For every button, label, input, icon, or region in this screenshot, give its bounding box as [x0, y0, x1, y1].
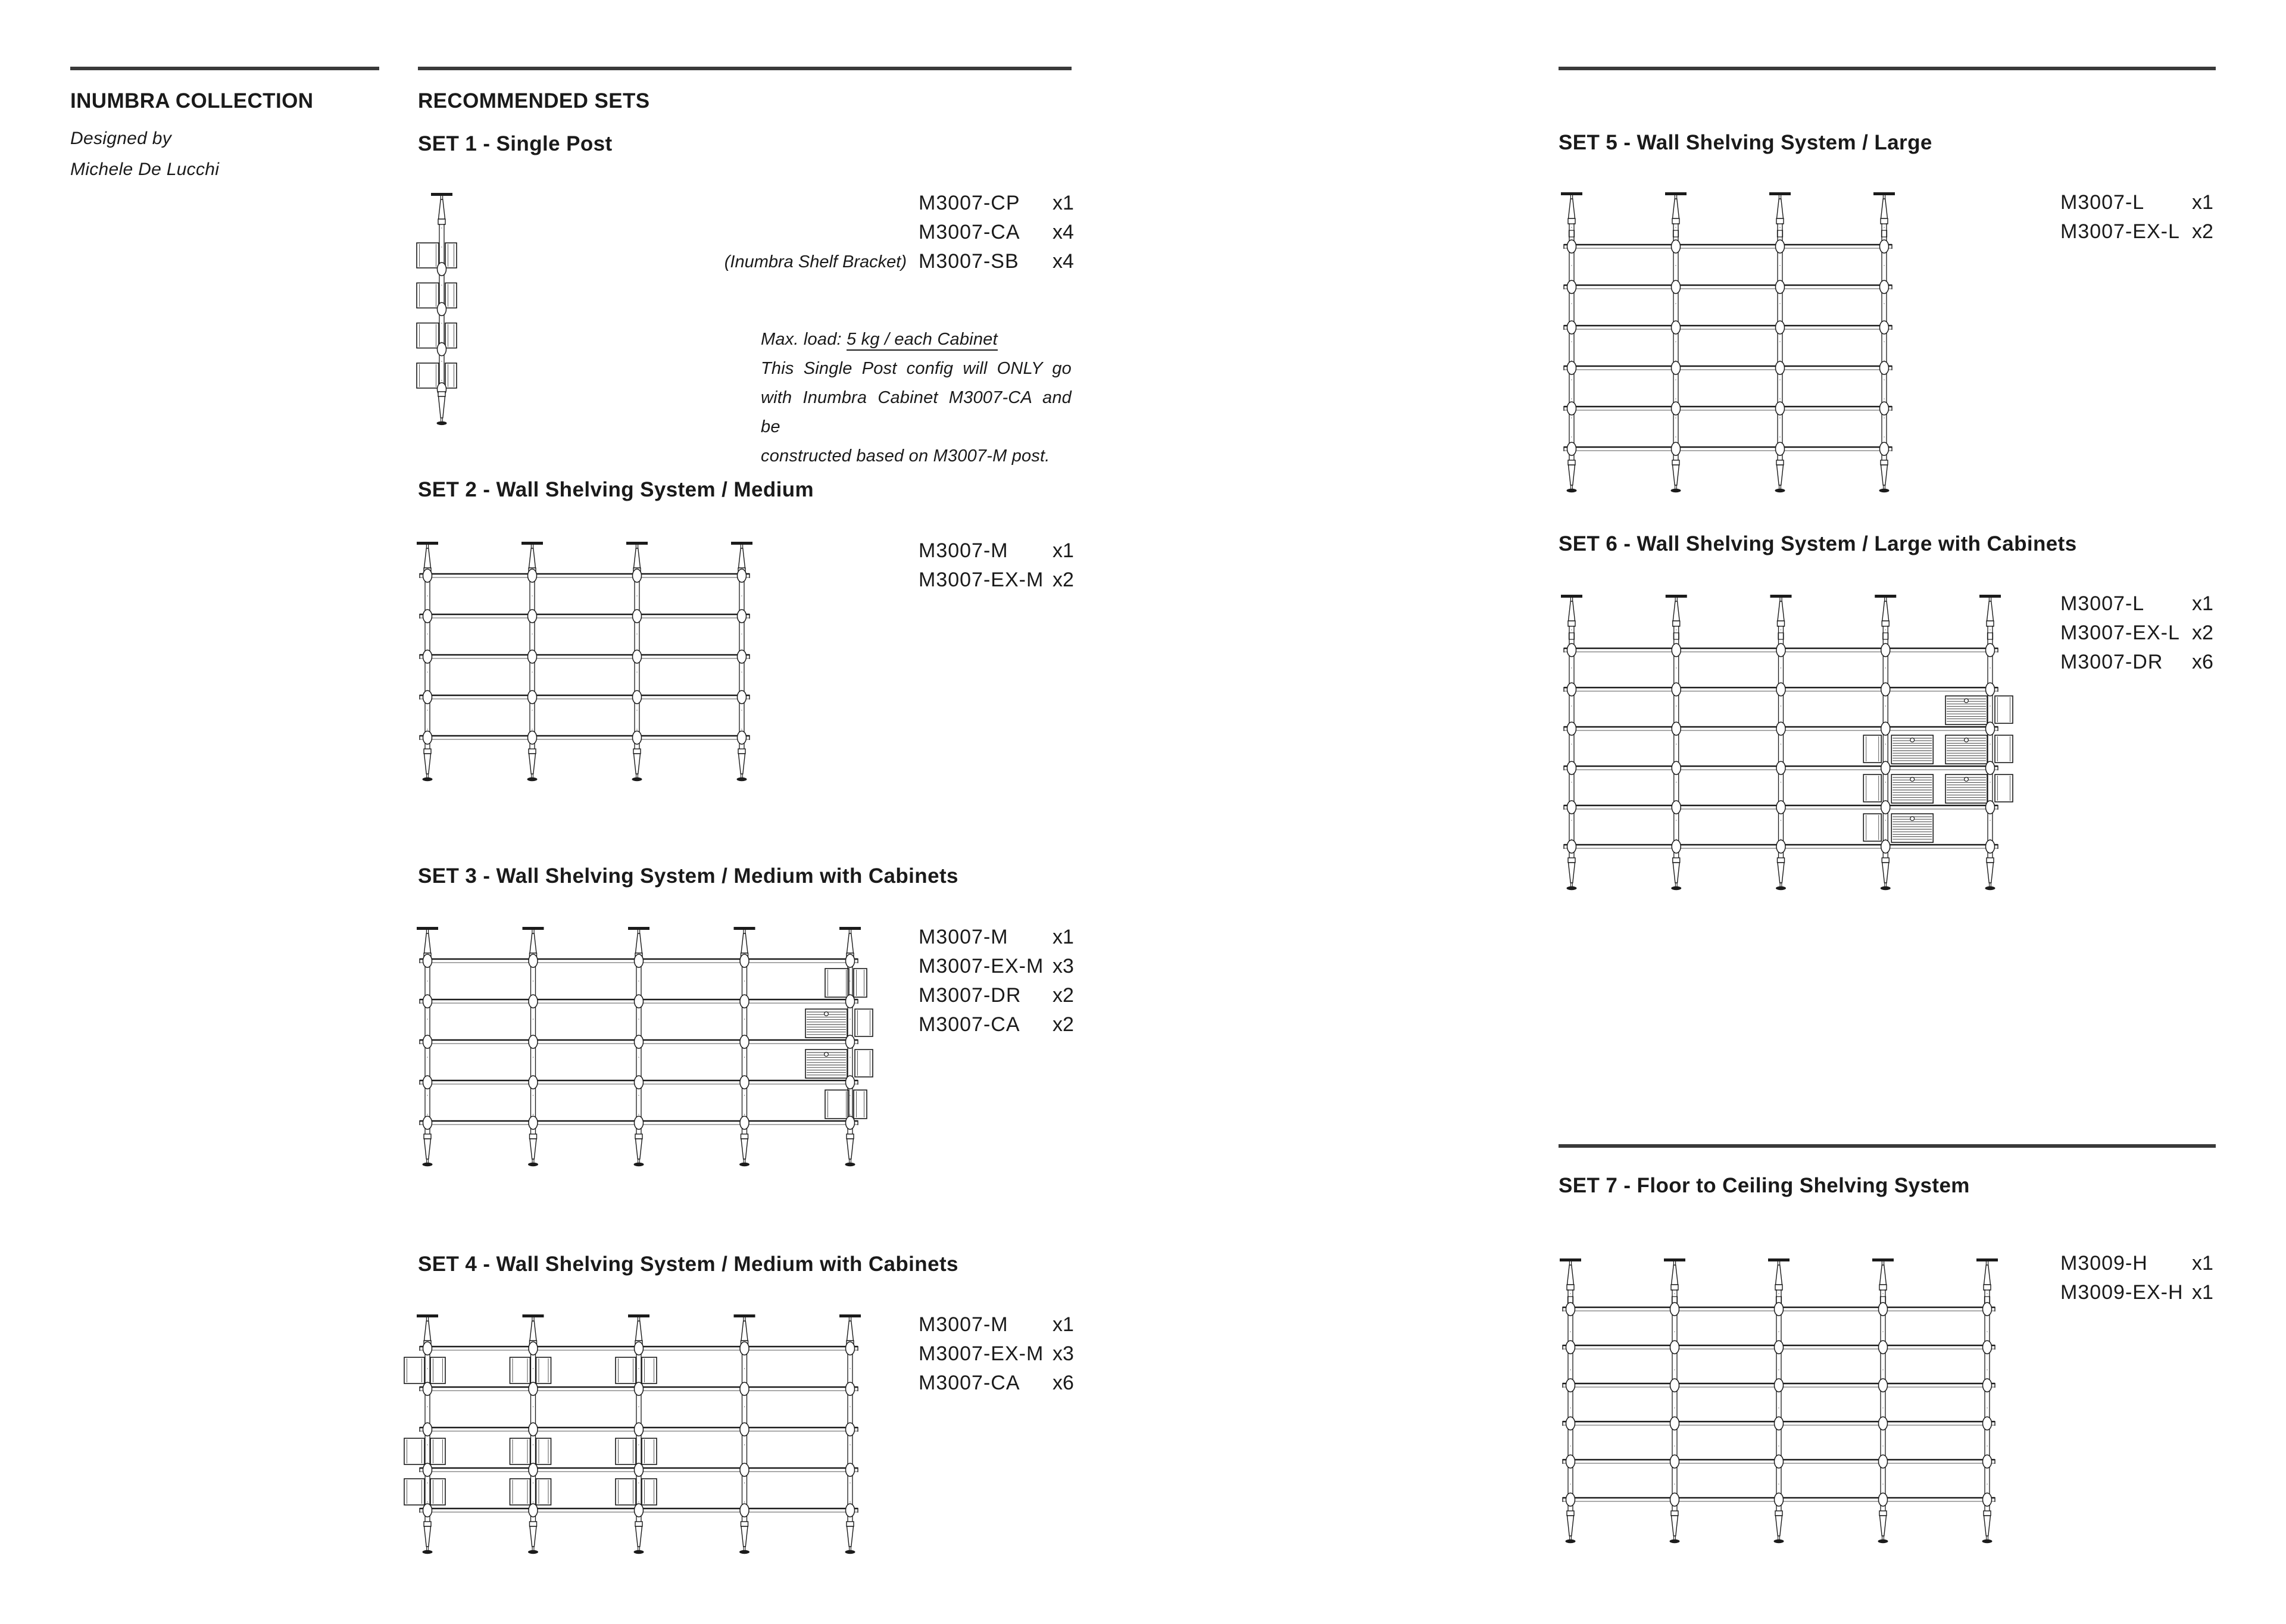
set-5-part-qty: x1	[2192, 191, 2213, 214]
collection-title: INUMBRA COLLECTION	[70, 89, 314, 113]
set-2-drawing	[417, 542, 752, 781]
set-7-part-qty: x1	[2192, 1281, 2213, 1304]
designer-name: Michele De Lucchi	[70, 160, 220, 179]
set-1-part-qty: x4	[1053, 250, 1074, 273]
set-6-part-code: M3007-DR	[2060, 651, 2163, 673]
set-1-note	[761, 325, 1072, 471]
set-1-part-label: (Inumbra Shelf Bracket)	[724, 252, 907, 271]
set-4-drawing	[404, 1314, 861, 1554]
set-3-part-qty: x3	[1053, 955, 1074, 977]
set-1-title: SET 1 - Single Post	[418, 132, 613, 155]
set-1-part-qty: x1	[1053, 192, 1074, 214]
note-line: with Inumbra Cabinet M3007-CA and be	[761, 388, 1072, 436]
set-4-part-code: M3007-M	[919, 1313, 1008, 1336]
set-7-drawing	[1560, 1258, 1998, 1543]
set-5-part-code: M3007-L	[2060, 191, 2145, 214]
set-3-part-code: M3007-M	[919, 926, 1008, 948]
set-7-part-qty: x1	[2192, 1252, 2213, 1275]
set-2-part-code: M3007-M	[919, 539, 1008, 562]
set-5-part-code: M3007-EX-L	[2060, 220, 2180, 243]
set-2-part-qty: x1	[1053, 539, 1074, 562]
set-6-part-qty: x1	[2192, 592, 2213, 615]
set-1-part-code: M3007-SB	[919, 250, 1019, 273]
set-7-part-code: M3009-H	[2060, 1252, 2148, 1275]
set-1-part-code: M3007-CP	[919, 192, 1020, 214]
note-line: This Single Post config will ONLY go	[761, 359, 1072, 378]
set-3-part-qty: x1	[1053, 926, 1074, 948]
set-4-title: SET 4 - Wall Shelving System / Medium with Cabinets	[418, 1253, 958, 1276]
set-1-part-code: M3007-CA	[919, 221, 1020, 243]
set-2-title: SET 2 - Wall Shelving System / Medium	[418, 478, 814, 501]
set-6-part-qty: x6	[2192, 651, 2213, 673]
set-3-part-qty: x2	[1053, 984, 1074, 1007]
set-3-title: SET 3 - Wall Shelving System / Medium with Cabinets	[418, 864, 958, 888]
set-1-drawing	[417, 193, 457, 425]
set-4-part-code: M3007-EX-M	[919, 1342, 1044, 1365]
set-6-title: SET 6 - Wall Shelving System / Large with Cabinets	[1559, 532, 2077, 555]
designed-by-label: Designed by	[70, 129, 172, 148]
set-6-part-code: M3007-L	[2060, 592, 2145, 615]
set-3-part-code: M3007-EX-M	[919, 955, 1044, 977]
set-5-drawing	[1561, 192, 1895, 492]
set-6-drawing	[1561, 595, 2013, 890]
set-3-drawing	[417, 927, 873, 1166]
note-line: constructed based on M3007-M post.	[761, 446, 1050, 466]
set-2-part-code: M3007-EX-M	[919, 569, 1044, 591]
set-4-part-qty: x1	[1053, 1313, 1074, 1336]
set-4-part-qty: x3	[1053, 1342, 1074, 1365]
max-load-value: 5 kg / each Cabinet	[847, 330, 998, 351]
set-5-part-qty: x2	[2192, 220, 2213, 243]
section-title: RECOMMENDED SETS	[418, 89, 650, 113]
set-6-part-code: M3007-EX-L	[2060, 622, 2180, 644]
set-3-part-code: M3007-CA	[919, 1013, 1020, 1036]
set-4-part-code: M3007-CA	[919, 1372, 1020, 1394]
set-6-part-qty: x2	[2192, 622, 2213, 644]
set-1-part-qty: x4	[1053, 221, 1074, 243]
set-2-part-qty: x2	[1053, 569, 1074, 591]
set-5-title: SET 5 - Wall Shelving System / Large	[1559, 131, 1932, 154]
set-7-part-code: M3009-EX-H	[2060, 1281, 2184, 1304]
set-4-part-qty: x6	[1053, 1372, 1074, 1394]
set-7-title: SET 7 - Floor to Ceiling Shelving System	[1559, 1174, 1970, 1197]
set-3-part-qty: x2	[1053, 1013, 1074, 1036]
max-load-line: Max. load: 5 kg / each Cabinet	[761, 325, 1072, 354]
set-3-part-code: M3007-DR	[919, 984, 1022, 1007]
